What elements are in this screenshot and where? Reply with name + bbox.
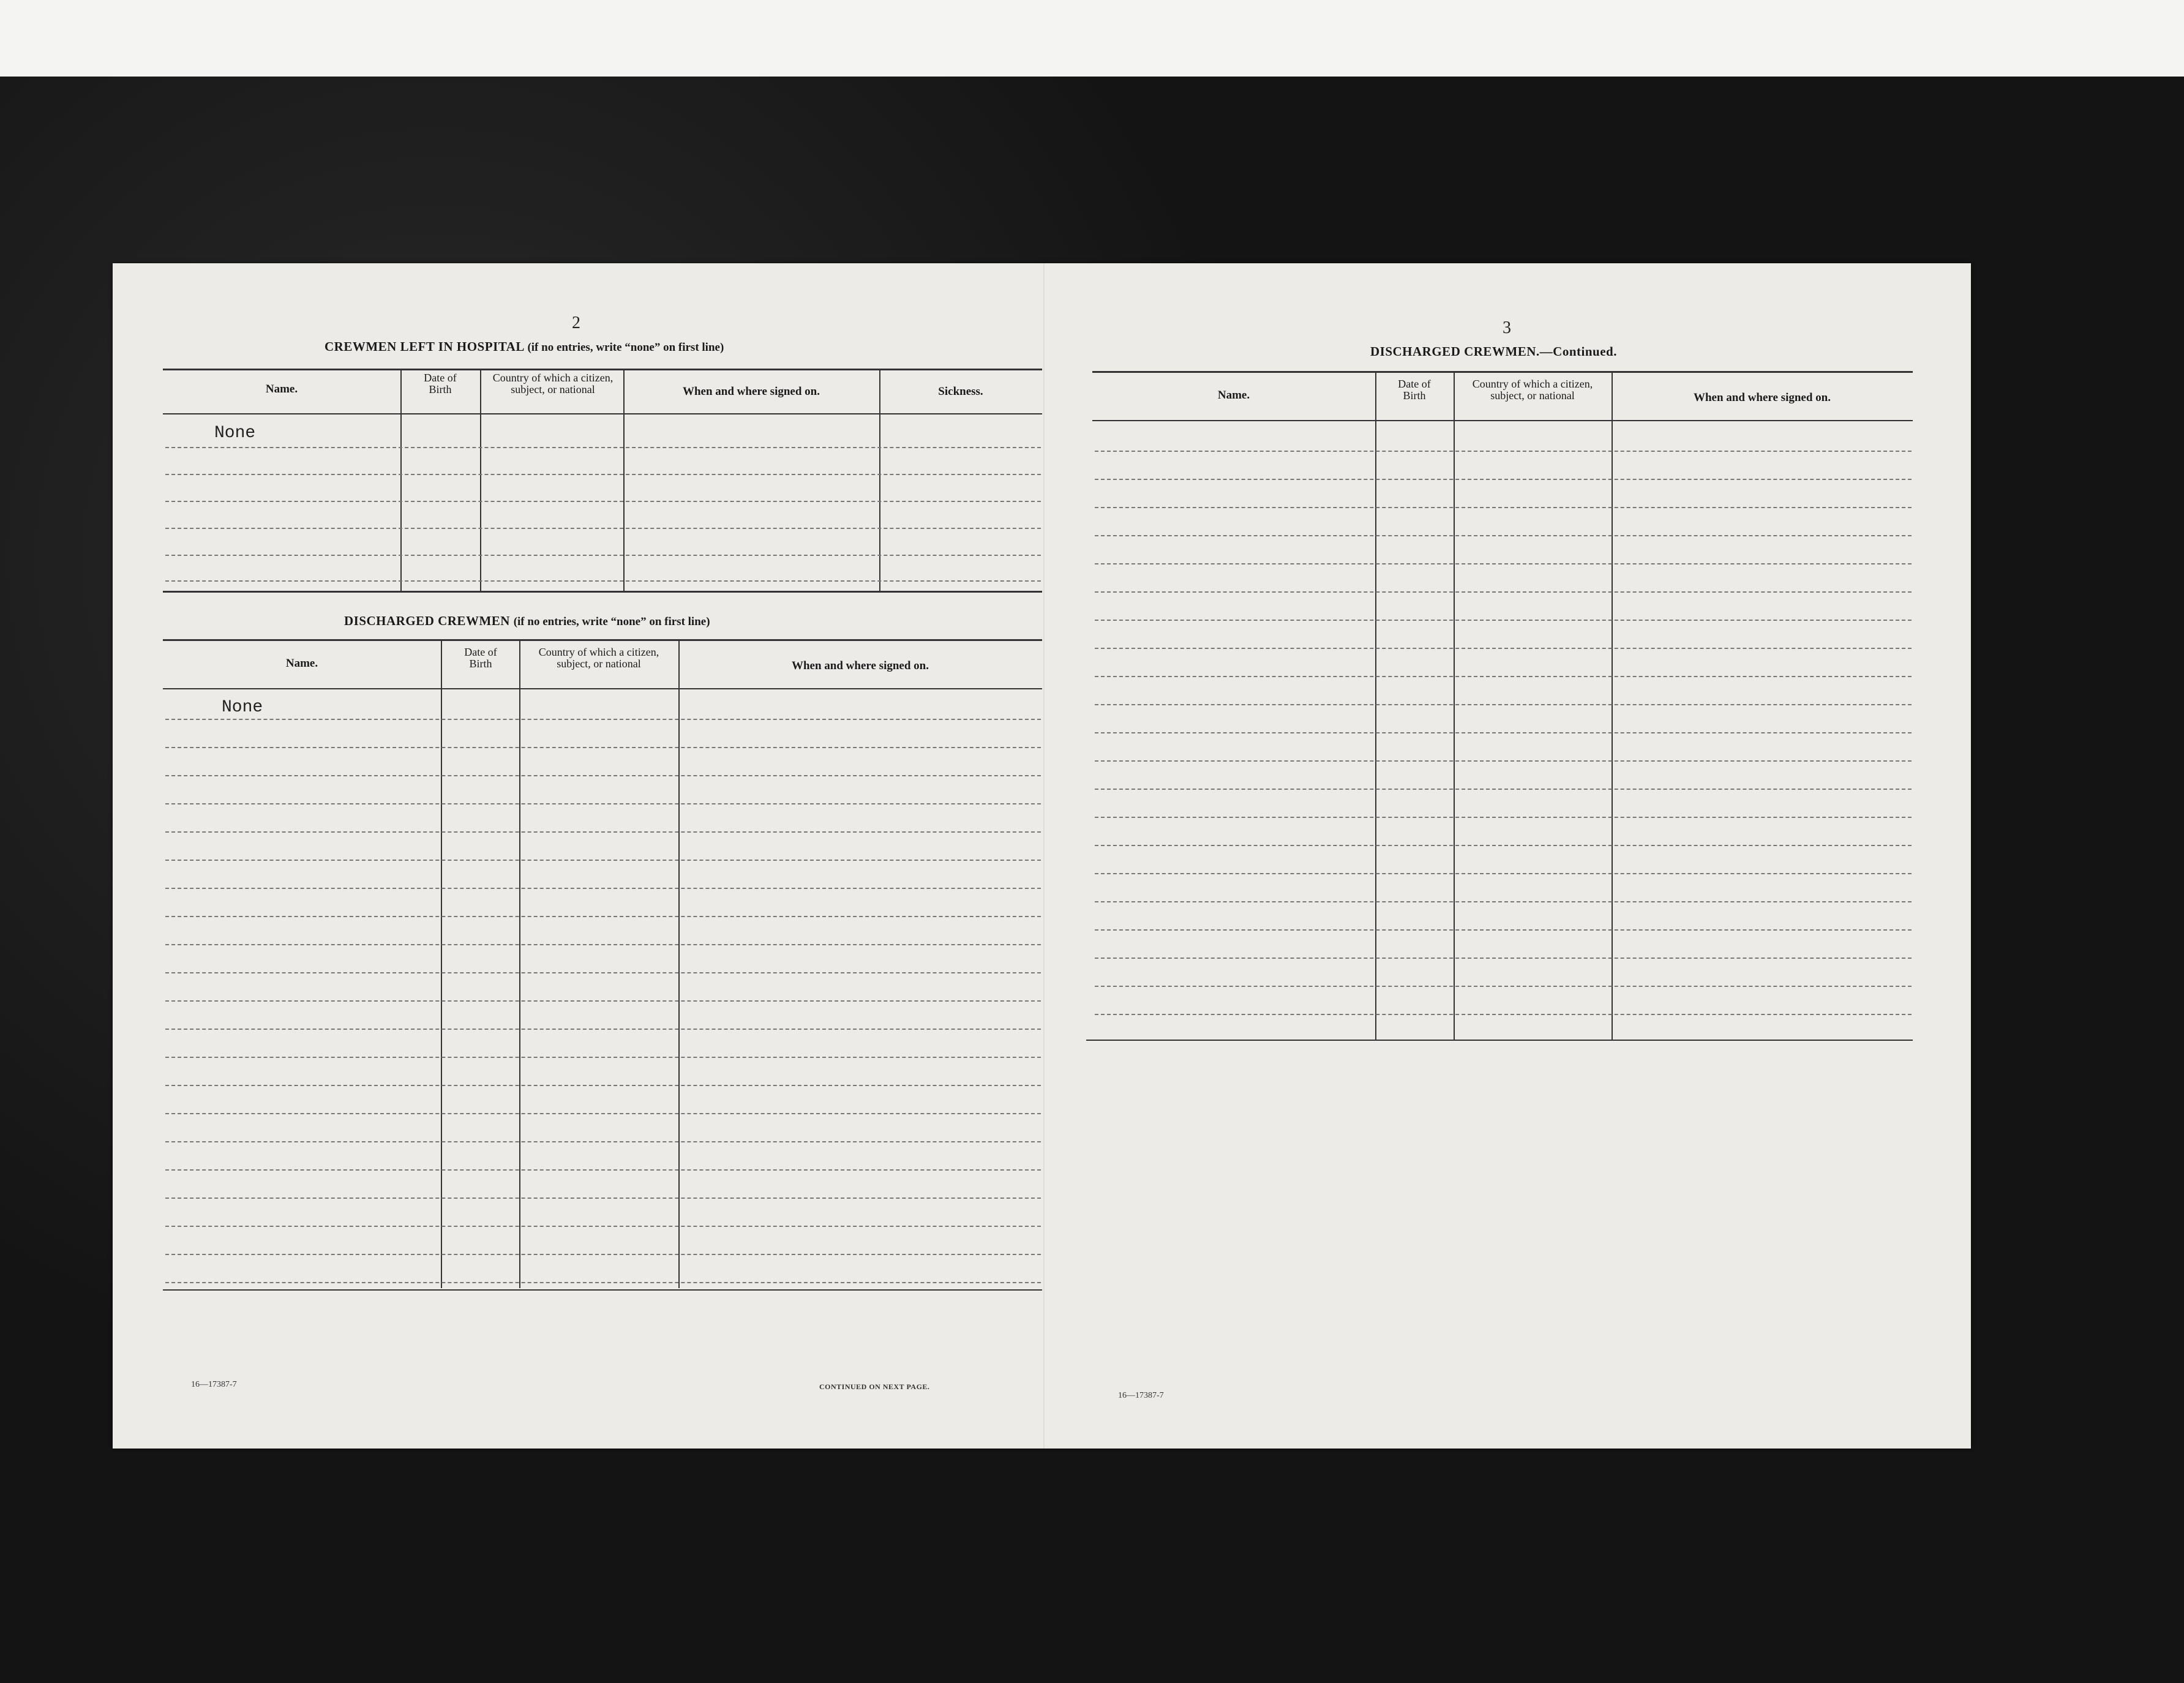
discharged-header-country: Country of which a citizen, subject, or national — [538, 646, 659, 670]
scanner-margin — [0, 0, 2184, 77]
table-row — [165, 803, 1041, 804]
table-row — [165, 1057, 1041, 1058]
hospital-top-rule — [163, 369, 1042, 370]
right-header-country: Country of which a citizen, subject, or national — [1472, 378, 1593, 402]
table-row — [165, 972, 1041, 973]
document-spread — [113, 263, 1971, 1449]
table-row — [1095, 845, 1912, 846]
right-col-divider — [1375, 371, 1376, 1040]
discharged-first-entry: None — [222, 698, 263, 717]
table-row — [1095, 986, 1912, 987]
hospital-col-divider — [400, 369, 402, 591]
table-row — [165, 1254, 1041, 1255]
table-row — [165, 775, 1041, 776]
left-page-number: 2 — [572, 313, 580, 332]
table-row — [1095, 958, 1912, 959]
table-row — [165, 860, 1041, 861]
table-row — [165, 944, 1041, 945]
hospital-first-entry: None — [214, 424, 256, 443]
table-row — [1095, 591, 1912, 593]
discharged-col-divider — [519, 639, 520, 1288]
right-col-divider — [1612, 371, 1613, 1040]
hospital-col-divider — [480, 369, 481, 591]
table-row — [165, 1141, 1041, 1142]
discharged-section-title — [344, 613, 710, 629]
table-row — [1095, 648, 1912, 649]
discharged-col-divider — [441, 639, 442, 1288]
hospital-col-divider — [879, 369, 880, 591]
table-row — [165, 916, 1041, 917]
hospital-instruction: (if no entries, write “none” on first line) — [527, 341, 724, 354]
hospital-table-row — [165, 474, 1041, 475]
hospital-table-row — [165, 528, 1041, 529]
table-row — [1095, 451, 1912, 452]
table-row — [165, 719, 1041, 720]
table-row — [165, 747, 1041, 748]
right-header-signed-on: When and where signed on. — [1693, 391, 1831, 404]
right-bottom-rule — [1086, 1040, 1913, 1041]
table-row — [1095, 507, 1912, 508]
table-row — [1095, 704, 1912, 705]
table-row — [1095, 620, 1912, 621]
table-row — [1095, 535, 1912, 536]
table-row — [165, 1029, 1041, 1030]
discharged-header-signed-on: When and where signed on. — [791, 659, 929, 672]
right-page-number: 3 — [1503, 318, 1511, 337]
table-row — [165, 1198, 1041, 1199]
table-row — [1095, 760, 1912, 762]
table-row — [1095, 479, 1912, 480]
hospital-table-row — [165, 501, 1041, 502]
right-col-divider — [1454, 371, 1455, 1040]
page-fold — [1043, 263, 1045, 1449]
table-row — [1095, 1014, 1912, 1015]
table-row — [165, 1282, 1041, 1283]
hospital-table-row — [165, 580, 1041, 582]
right-header-dob: Date of Birth — [1398, 378, 1431, 402]
table-row — [1095, 901, 1912, 902]
hospital-header-sickness: Sickness. — [938, 385, 983, 398]
hospital-header-country: Country of which a citizen, subject, or national — [492, 372, 614, 395]
hospital-section-title — [325, 339, 724, 354]
table-row — [165, 1113, 1041, 1114]
table-row — [165, 1169, 1041, 1171]
discharged-title-text: DISCHARGED CREWMEN — [344, 613, 510, 628]
table-row — [165, 1085, 1041, 1086]
discharged-header-rule — [163, 688, 1042, 689]
table-row — [1095, 732, 1912, 733]
left-form-number: 16—17387-7 — [191, 1380, 237, 1389]
discharged-header-name: Name. — [285, 657, 318, 670]
discharged-instruction: (if no entries, write “none” on first line) — [513, 615, 710, 628]
table-row — [165, 1226, 1041, 1227]
right-header-rule — [1092, 420, 1913, 421]
table-row — [1095, 929, 1912, 931]
right-form-number: 16—17387-7 — [1118, 1391, 1164, 1400]
discharged-col-divider — [678, 639, 680, 1288]
hospital-table-row — [165, 447, 1041, 448]
hospital-header-name: Name. — [265, 383, 298, 395]
hospital-header-signed-on: When and where signed on. — [682, 385, 820, 398]
table-row — [165, 1000, 1041, 1002]
table-row — [1095, 676, 1912, 677]
discharged-top-rule — [163, 639, 1042, 641]
discharged-bottom-rule — [163, 1289, 1042, 1291]
hospital-title-text: CREWMEN LEFT IN HOSPITAL — [325, 339, 524, 354]
hospital-col-divider — [623, 369, 625, 591]
table-row — [1095, 563, 1912, 564]
discharged-header-dob: Date of Birth — [464, 646, 497, 670]
hospital-bottom-rule — [163, 591, 1042, 593]
right-top-rule — [1092, 371, 1913, 373]
right-header-name: Name. — [1217, 389, 1250, 402]
right-section-title: DISCHARGED CREWMEN.—Continued. — [1370, 344, 1617, 359]
table-row — [165, 888, 1041, 889]
table-row — [165, 831, 1041, 833]
hospital-header-dob: Date of Birth — [424, 372, 457, 395]
table-row — [1095, 817, 1912, 818]
table-row — [1095, 873, 1912, 874]
hospital-header-rule — [163, 413, 1042, 414]
table-row — [1095, 789, 1912, 790]
hospital-table-row — [165, 555, 1041, 556]
continued-note: CONTINUED ON NEXT PAGE. — [819, 1382, 930, 1391]
